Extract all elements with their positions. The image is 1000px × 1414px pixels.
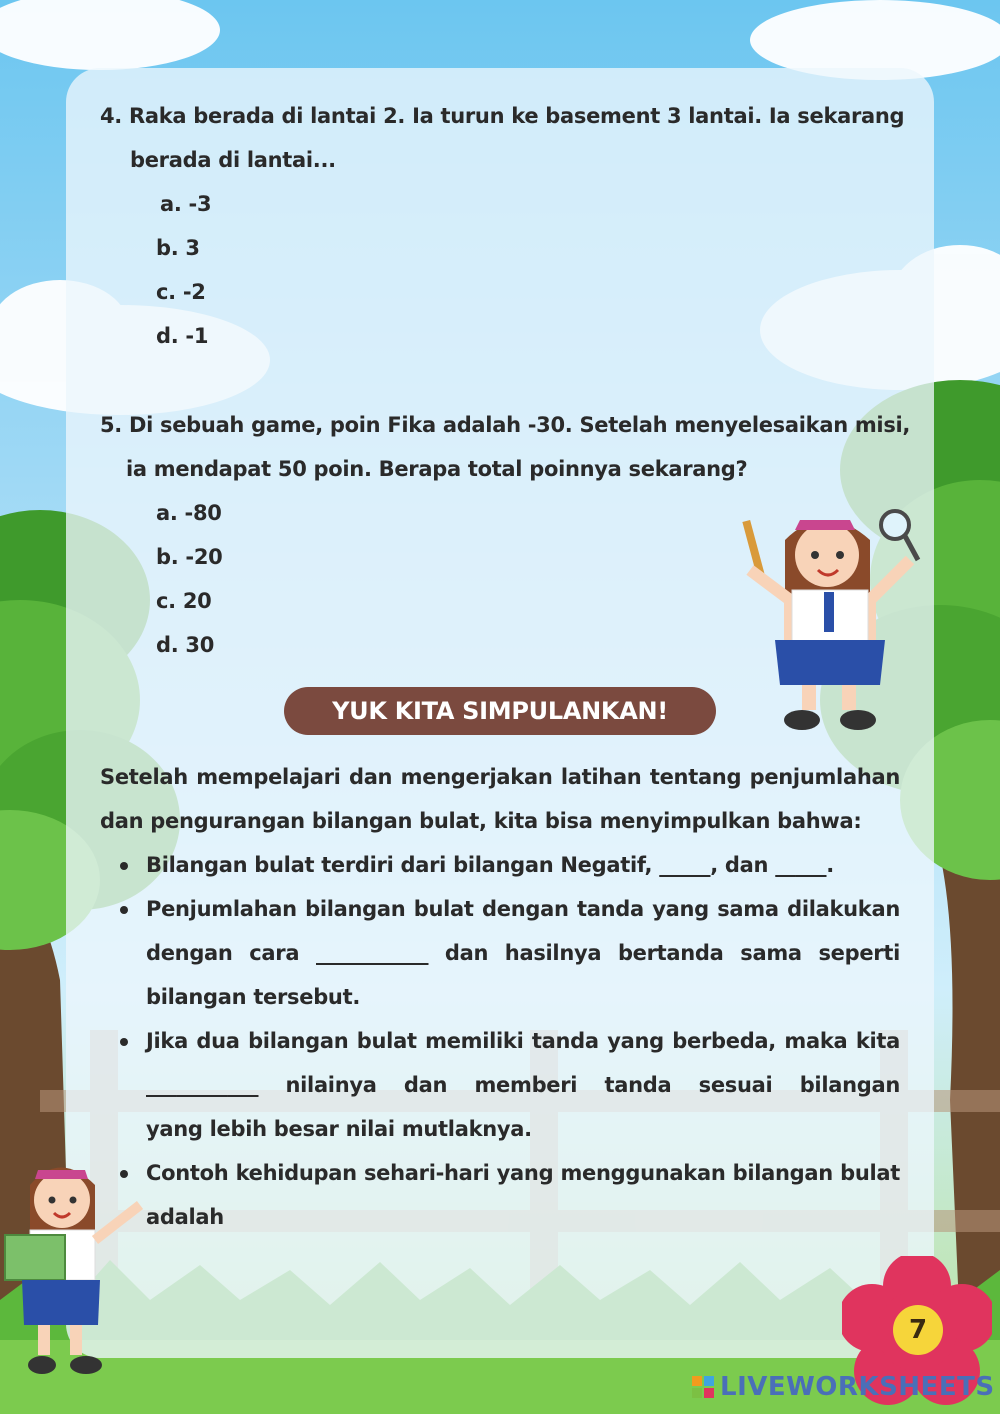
question-5-line2: ia mendapat 50 poin. Berapa total poinnya sekarang?	[126, 457, 748, 481]
question-5-line1: 5. Di sebuah game, poin Fika adalah -30. Setelah menyelesaikan misi,	[100, 413, 911, 437]
q5-option-b[interactable]: b. -20	[156, 545, 223, 569]
q4-option-b[interactable]: b. 3	[156, 236, 200, 260]
bullet-4-line1: Contoh kehidupan sehari-hari yang menggunakan bilangan bulat	[146, 1161, 900, 1185]
brand-wordmark[interactable]: LIVEWORKSHEETS	[720, 1372, 995, 1402]
bullet-1: Bilangan bulat terdiri dari bilangan Negatif, _____, dan _____.	[146, 853, 834, 877]
bullet-2-line2: dengan cara ___________ dan hasilnya bertanda sama seperti	[146, 941, 900, 965]
bullet-2-line3: bilangan tersebut.	[146, 985, 360, 1009]
bullet-3-line2: ___________ nilainya dan memberi tanda sesuai bilangan	[146, 1073, 900, 1097]
girl-magnifier-illustration	[730, 500, 930, 750]
bullet-2-line1: Penjumlahan bilangan bulat dengan tanda yang sama dilakukan	[146, 897, 900, 921]
q4-option-d[interactable]: d. -1	[156, 324, 209, 348]
question-4-line2: berada di lantai...	[130, 148, 336, 172]
page-number: 7	[893, 1305, 943, 1355]
bullet-4-line2: adalah	[146, 1205, 224, 1229]
q5-option-c[interactable]: c. 20	[156, 589, 212, 613]
bullet-3-line3: yang lebih besar nilai mutlaknya.	[146, 1117, 532, 1141]
q5-option-d[interactable]: d. 30	[156, 633, 215, 657]
q5-option-a[interactable]: a. -80	[156, 501, 222, 525]
intro-line2: dan pengurangan bilangan bulat, kita bisa menyimpulkan bahwa:	[100, 809, 862, 833]
bullet-dot	[120, 906, 128, 914]
bullet-dot	[120, 862, 128, 870]
liveworksheets-logo	[692, 1376, 714, 1398]
q4-option-a[interactable]: a. -3	[160, 192, 212, 216]
conclusion-banner: YUK KITA SIMPULANKAN!	[284, 687, 716, 735]
bullet-3-line1: Jika dua bilangan bulat memiliki tanda yang berbeda, maka kita	[146, 1029, 900, 1053]
question-4-line1: 4. Raka berada di lantai 2. Ia turun ke basement 3 lantai. Ia sekarang	[100, 104, 905, 128]
intro-line1: Setelah mempelajari dan mengerjakan latihan tentang penjumlahan	[100, 765, 900, 789]
q4-option-c[interactable]: c. -2	[156, 280, 206, 304]
girl-book-illustration	[0, 1155, 160, 1395]
bullet-dot	[120, 1038, 128, 1046]
